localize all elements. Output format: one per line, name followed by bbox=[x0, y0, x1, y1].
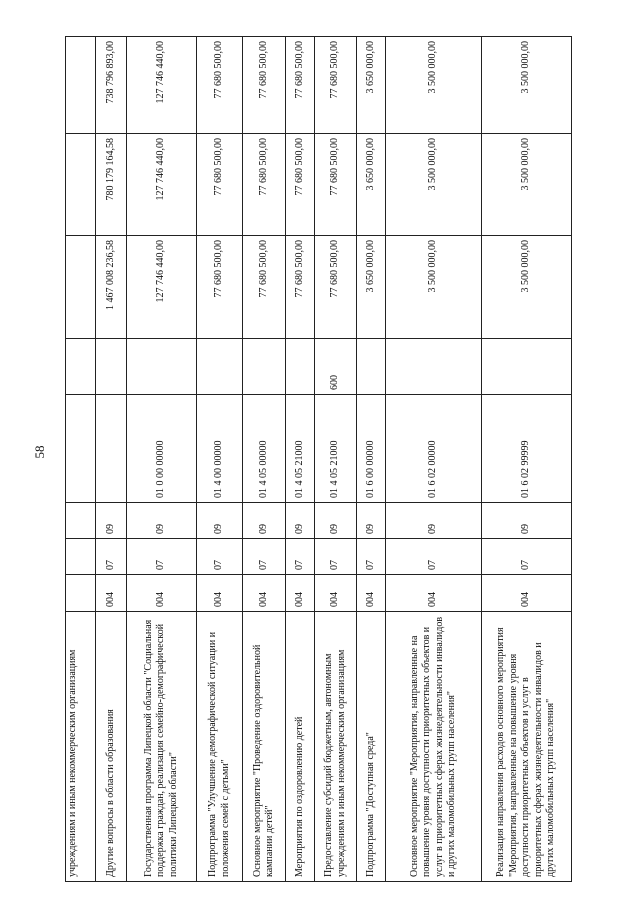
amount-year-2: 77 680 500,00 bbox=[315, 134, 357, 236]
amount-year-2: 77 680 500,00 bbox=[243, 134, 286, 236]
expense-type-code bbox=[482, 339, 572, 395]
grbs-code: 004 bbox=[286, 575, 315, 612]
expense-name: Реализация направления расходов основного мероприятия "Мероприятия, направленные на повышение уровня доступности приоритетных объектов и услуг в приоритетных сферах жизнедеятельности инвалидов и других маломобильных групп населения" bbox=[482, 612, 572, 882]
expense-type-code bbox=[96, 339, 127, 395]
target-article-code: 01 4 05 21000 bbox=[315, 395, 357, 503]
amount-year-3 bbox=[66, 37, 96, 134]
subsection-code: 09 bbox=[127, 503, 197, 539]
grbs-code bbox=[66, 575, 96, 612]
amount-year-3: 127 746 440,00 bbox=[127, 37, 197, 134]
expense-type-code bbox=[243, 339, 286, 395]
amount-year-3: 3 500 000,00 bbox=[386, 37, 482, 134]
expense-type-code bbox=[127, 339, 197, 395]
grbs-code: 004 bbox=[357, 575, 386, 612]
section-code: 07 bbox=[127, 539, 197, 575]
target-article-code: 01 4 05 21000 bbox=[286, 395, 315, 503]
target-article-code: 01 6 02 99999 bbox=[482, 395, 572, 503]
subsection-code: 09 bbox=[286, 503, 315, 539]
section-code bbox=[66, 539, 96, 575]
subsection-code bbox=[66, 503, 96, 539]
amount-year-3: 77 680 500,00 bbox=[286, 37, 315, 134]
target-article-code: 01 6 02 00000 bbox=[386, 395, 482, 503]
table-row bbox=[315, 37, 357, 882]
amount-year-1: 3 650 000,00 bbox=[357, 236, 386, 339]
expense-name: Предоставление субсидий бюджетным, автономным учреждениям и иным некоммерческим организациям bbox=[315, 612, 357, 882]
section-code: 07 bbox=[386, 539, 482, 575]
amount-year-1: 1 467 008 236,58 bbox=[96, 236, 127, 339]
amount-year-1: 77 680 500,00 bbox=[315, 236, 357, 339]
amount-year-2: 780 179 164,58 bbox=[96, 134, 127, 236]
amount-year-3: 77 680 500,00 bbox=[197, 37, 243, 134]
target-article-code: 01 6 00 00000 bbox=[357, 395, 386, 503]
expense-name: Государственная программа Липецкой области "Социальная поддержка граждан, реализация семейно-демографической политики Липецкой области" bbox=[127, 612, 197, 882]
section-code: 07 bbox=[357, 539, 386, 575]
rotated-table-area bbox=[65, 37, 571, 882]
grbs-code: 004 bbox=[315, 575, 357, 612]
amount-year-1: 77 680 500,00 bbox=[286, 236, 315, 339]
expense-name: Подпрограмма "Улучшение демографической ситуации и положения семей с детьми" bbox=[197, 612, 243, 882]
amount-year-1: 77 680 500,00 bbox=[243, 236, 286, 339]
amount-year-2 bbox=[66, 134, 96, 236]
expense-name: Другие вопросы в области образования bbox=[96, 612, 127, 882]
amount-year-3: 77 680 500,00 bbox=[243, 37, 286, 134]
expense-type-code bbox=[197, 339, 243, 395]
section-code: 07 bbox=[315, 539, 357, 575]
amount-year-3: 738 796 893,00 bbox=[96, 37, 127, 134]
amount-year-2: 3 500 000,00 bbox=[386, 134, 482, 236]
table-row bbox=[66, 37, 96, 882]
section-code: 07 bbox=[197, 539, 243, 575]
subsection-code: 09 bbox=[243, 503, 286, 539]
amount-year-3: 3 500 000,00 bbox=[482, 37, 572, 134]
expense-name: Основное мероприятие "Проведение оздоровительной кампании детей" bbox=[243, 612, 286, 882]
amount-year-3: 3 650 000,00 bbox=[357, 37, 386, 134]
expense-type-code bbox=[357, 339, 386, 395]
subsection-code: 09 bbox=[357, 503, 386, 539]
amount-year-2: 127 746 440,00 bbox=[127, 134, 197, 236]
amount-year-2: 77 680 500,00 bbox=[197, 134, 243, 236]
table-row bbox=[482, 37, 572, 882]
grbs-code: 004 bbox=[386, 575, 482, 612]
amount-year-1: 3 500 000,00 bbox=[482, 236, 572, 339]
subsection-code: 09 bbox=[386, 503, 482, 539]
amount-year-2: 3 500 000,00 bbox=[482, 134, 572, 236]
table-row bbox=[286, 37, 315, 882]
expense-name: Мероприятия по оздоровлению детей bbox=[286, 612, 315, 882]
budget-table bbox=[65, 36, 572, 882]
target-article-code: 01 4 05 00000 bbox=[243, 395, 286, 503]
amount-year-1: 3 500 000,00 bbox=[386, 236, 482, 339]
section-code: 07 bbox=[243, 539, 286, 575]
grbs-code: 004 bbox=[127, 575, 197, 612]
target-article-code: 01 0 00 00000 bbox=[127, 395, 197, 503]
table-row bbox=[357, 37, 386, 882]
subsection-code: 09 bbox=[315, 503, 357, 539]
amount-year-1: 77 680 500,00 bbox=[197, 236, 243, 339]
amount-year-1: 127 746 440,00 bbox=[127, 236, 197, 339]
target-article-code bbox=[66, 395, 96, 503]
target-article-code bbox=[96, 395, 127, 503]
amount-year-3: 77 680 500,00 bbox=[315, 37, 357, 134]
page-number: 58 bbox=[32, 445, 47, 459]
amount-year-2: 77 680 500,00 bbox=[286, 134, 315, 236]
grbs-code: 004 bbox=[197, 575, 243, 612]
grbs-code: 004 bbox=[243, 575, 286, 612]
subsection-code: 09 bbox=[96, 503, 127, 539]
table-row bbox=[386, 37, 482, 882]
amount-year-1 bbox=[66, 236, 96, 339]
table-row bbox=[96, 37, 127, 882]
expense-type-code bbox=[386, 339, 482, 395]
table-row bbox=[243, 37, 286, 882]
section-code: 07 bbox=[96, 539, 127, 575]
expense-type-code: 600 bbox=[315, 339, 357, 395]
amount-year-2: 3 650 000,00 bbox=[357, 134, 386, 236]
expense-type-code bbox=[66, 339, 96, 395]
expense-name: Подпрограмма "Доступная среда" bbox=[357, 612, 386, 882]
section-code: 07 bbox=[286, 539, 315, 575]
table-row bbox=[197, 37, 243, 882]
table-row bbox=[127, 37, 197, 882]
expense-name: Основное мероприятие "Мероприятия, направленные на повышение уровня доступности приоритетных объектов и услуг в приоритетных сферах жизнедеятельности инвалидов и других маломобильных групп населения" bbox=[386, 612, 482, 882]
subsection-code: 09 bbox=[197, 503, 243, 539]
subsection-code: 09 bbox=[482, 503, 572, 539]
section-code: 07 bbox=[482, 539, 572, 575]
grbs-code: 004 bbox=[482, 575, 572, 612]
expense-name: учреждениям и иным некоммерческим организациям bbox=[66, 612, 96, 882]
grbs-code: 004 bbox=[96, 575, 127, 612]
expense-type-code bbox=[286, 339, 315, 395]
target-article-code: 01 4 00 00000 bbox=[197, 395, 243, 503]
